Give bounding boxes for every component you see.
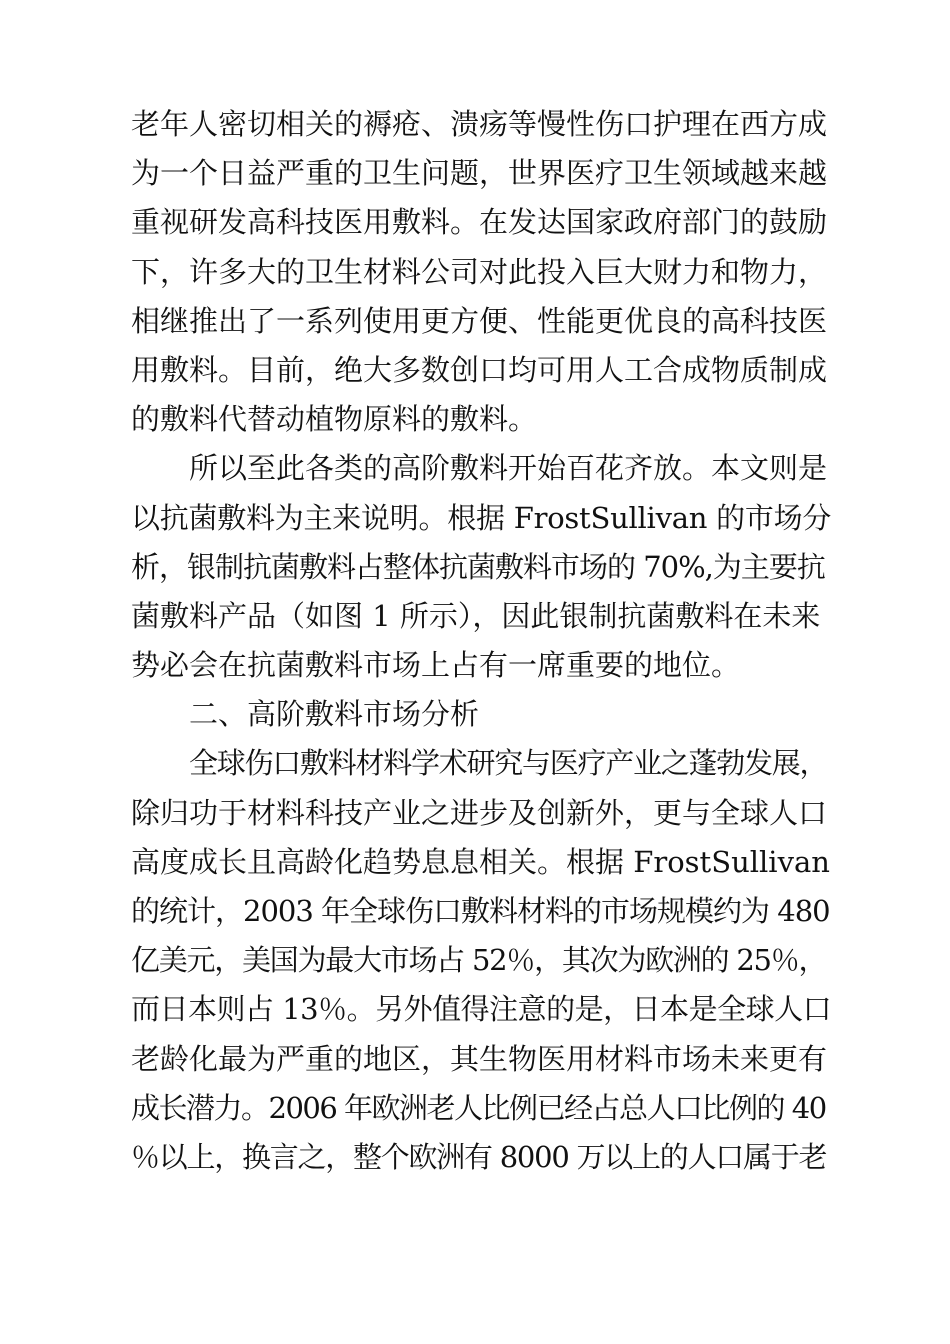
text-line: 而日本则占 13％。另外值得注意的是，日本是全球人口 (131, 992, 832, 1027)
text-line: 为一个日益严重的卫生问题，世界医疗卫生领域越来越 (131, 156, 828, 191)
text-line: 菌敷料产品（如图 1 所示），因此银制抗菌敷料在未来 (131, 598, 821, 633)
text-line: 用敷料。目前，绝大多数创口均可用人工合成物质制成 (131, 352, 828, 387)
text-line: 除归功于材料科技产业之进步及创新外，更与全球人口 (131, 795, 828, 830)
text-line: 势必会在抗菌敷料市场上占有一席重要的地位。 (131, 648, 741, 683)
text-line: 相继推出了一系列使用更方便、性能更优良的高科技医 (131, 303, 828, 338)
text-line: 老龄化最为严重的地区，其生物医用材料市场未来更有 (131, 1041, 828, 1076)
text-line: 下，许多大的卫生材料公司对此投入巨大财力和物力， (131, 254, 828, 289)
text-line: ％以上，换言之，整个欧洲有 8000 万以上的人口属于老 (131, 1139, 827, 1174)
text-line: 高度成长且高龄化趋势息息相关。根据 FrostSullivan (131, 844, 830, 879)
text-line: 老年人密切相关的褥疮、溃疡等慢性伤口护理在西方成 (131, 107, 828, 141)
text-line: 的统计，2003 年全球伤口敷料材料的市场规模约为 480 (131, 894, 830, 928)
text-line: 以抗菌敷料为主来说明。根据 FrostSullivan 的市场分 (131, 500, 832, 535)
text-line: 的敷料代替动植物原料的敷料。 (131, 402, 538, 437)
text-line: 析，银制抗菌敷料占整体抗菌敷料市场的 70%,为主要抗 (131, 549, 825, 584)
text-line: 二、高阶敷料市场分析 (189, 697, 480, 732)
text-line: 亿美元，美国为最大市场占 52％，其次为欧洲的 25％， (131, 943, 827, 978)
text-line: 所以至此各类的高阶敷料开始百花齐放。本文则是 (189, 451, 828, 486)
text-line: 成长潜力。2006 年欧洲老人比例已经占总人口比例的 40 (131, 1090, 826, 1125)
document-body-text (131, 100, 831, 1182)
text-line: 全球伤口敷料材料学术研究与医疗产业之蓬勃发展， (189, 746, 828, 781)
text-line: 重视研发高科技医用敷料。在发达国家政府部门的鼓励 (131, 205, 828, 240)
